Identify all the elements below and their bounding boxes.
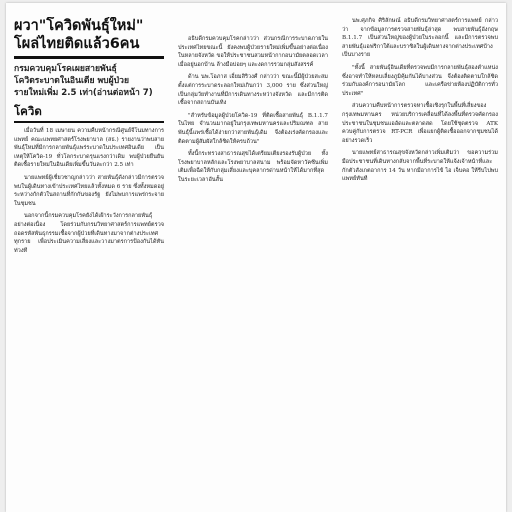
section-title: โควิด	[14, 103, 164, 123]
headline-rule	[14, 56, 164, 59]
headline-line-2: โผล่ไทยติดแล้ว6คน	[14, 36, 140, 52]
body-paragraph: "สำหรับข้อมูลผู้ป่วยโควิด-19 ที่ติดเชื้อสายพันธุ์ B.1.1.7 ในไทย จำนวนมากอยู่ในกรุงเทพมหานครและปริมณฑล สายพันธุ์นี้แพร่เชื้อได้ง่ายกว่าสายพันธุ์เดิม จึงต้องเร่งคัดกรองและติดตามผู้สัมผัสใกล้ชิดให้ครบถ้วน"	[178, 112, 328, 145]
column-3	[342, 17, 498, 510]
body-paragraph: ด้าน นพ.โอภาส เอี่ยมสิริวงศ์ กล่าวว่า ขณะนี้มีผู้ป่วยสะสมตั้งแต่การระบาดระลอกใหม่เกินกว่า 3,000 ราย ซึ่งส่วนใหญ่เป็นกลุ่มวัยทำงานที่มีการเดินทางระหว่างจังหวัด และมีการติดเชื้อจากสถานบันเทิง	[178, 74, 328, 107]
body-paragraph: นพ.ศุภกิจ ศิริลักษณ์ อธิบดีกรมวิทยาศาสตร์การแพทย์ กล่าวว่า จากข้อมูลการตรวจสายพันธุ์ล่าสุด พบสายพันธุ์อังกฤษ B.1.1.7 เป็นส่วนใหญ่ของผู้ป่วยในระลอกนี้ และมีการตรวจพบสายพันธุ์แอฟริกาใต้และบราซิลในผู้เดินทางจากต่างประเทศบ้างเป็นบางราย	[342, 18, 498, 59]
subhead-line-2: โควิดระบาดในอินเดีย พบผู้ป่วย	[14, 76, 129, 86]
body-paragraph: นอกจากนี้กรมควบคุมโรคยังได้เฝ้าระวังการกลายพันธุ์อย่างต่อเนื่อง โดยร่วมกับกรมวิทยาศาสตร์การแพทย์ตรวจถอดรหัสพันธุกรรมเชื้อจากผู้ป่วยที่เดินทางมาจากต่างประเทศทุกราย เพื่อประเมินความเสี่ยงและวางมาตรการป้องกันได้ทันท่วงที	[14, 213, 164, 254]
body-paragraph: เมื่อวันที่ 18 เมษายน ความคืบหน้ากรณีศูนย์จีโนมทางการแพทย์ คณะแพทยศาสตร์โรงพยาบาล (สธ.) รายงานว่าพบสายพันธุ์ใหม่ที่มีการกลายพันธุ์แพร่ระบาดในประเทศอินเดีย เป็นเหตุให้โควิด-19 ทั่วโลกระบาดรุนแรงกว่าเดิม พบผู้ป่วยยืนยันติดเชื้อรายใหม่ในอินเดียเพิ่มขึ้นวันละกว่า 2.5 เท่า	[14, 128, 164, 169]
column-1	[14, 17, 164, 510]
body-paragraph: อธิบดีกรมควบคุมโรคกล่าวว่า ส่วนกรณีการระบาดภายในประเทศไทยขณะนี้ ยังคงพบผู้ป่วยรายใหม่เพิ่มขึ้นอย่างต่อเนื่องในหลายจังหวัด ขอให้ประชาชนสวมหน้ากากอนามัยตลอดเวลาเมื่ออยู่นอกบ้าน ล้างมือบ่อยๆ และงดการรวมกลุ่มสังสรรค์	[178, 36, 328, 68]
body-paragraph: ส่วนความคืบหน้าการตรวจหาเชื้อเชิงรุกในพื้นที่เสี่ยงของกรุงเทพมหานคร หน่วยบริการเคลื่อนที่ได้ลงพื้นที่ตรวจคัดกรองประชาชนในชุมชนแออัดและตลาดสด โดยใช้ชุดตรวจ ATK ควบคู่กับการตรวจ RT-PCR เพื่อแยกผู้ติดเชื้อออกจากชุมชนได้อย่างรวดเร็ว	[342, 103, 498, 144]
headline-line-1: ผวา"โควิดพันธุ์ใหม่"	[14, 18, 144, 34]
subhead-line-3: รายใหม่เพิ่ม 2.5 เท่า(อ่านต่อหน้า 7)	[14, 88, 153, 98]
body-paragraph: นายแพทย์ผู้เชี่ยวชาญกล่าวว่า สายพันธุ์ดังกล่าวมีการตรวจพบในผู้เดินทางเข้าประเทศไทยแล้วทั้งหมด 6 ราย ซึ่งทั้งหมดอยู่ระหว่างกักตัวในสถานที่กักกันของรัฐ ยังไม่พบการแพร่กระจายในชุมชน	[14, 174, 164, 207]
body-paragraph: "ทั้งนี้ สายพันธุ์อินเดียที่ตรวจพบมีการกลายพันธุ์สองตำแหน่ง ซึ่งอาจทำให้หลบเลี่ยงภูมิคุ้มกันได้บางส่วน จึงต้องติดตามใกล้ชิดร่วมกับองค์การอนามัยโลก และเครือข่ายห้องปฏิบัติการทั่วประเทศ"	[342, 64, 498, 97]
body-paragraph: ทั้งนี้กระทรวงสาธารณสุขได้เตรียมเตียงรองรับผู้ป่วย ทั้งโรงพยาบาลหลักและโรงพยาบาลสนาม พร้อมจัดหาวัคซีนเพิ่มเติมเพื่อฉีดให้กับกลุ่มเสี่ยงและบุคลากรด่านหน้าให้ได้มากที่สุดในระยะเวลาอันสั้น	[178, 151, 328, 183]
column-2	[178, 35, 328, 510]
subhead-line-1: กรมควบคุมโรคเผยสายพันธุ์	[14, 64, 117, 74]
newspaper-page	[6, 3, 506, 512]
body-paragraph: นายแพทย์สาธารณสุขจังหวัดกล่าวเพิ่มเติมว่า ขอความร่วมมือประชาชนที่เดินทางกลับจากพื้นที่ระบาดให้แจ้งเจ้าหน้าที่และกักตัวสังเกตอาการ 14 วัน หากมีอาการไข้ ไอ เจ็บคอ ให้รีบไปพบแพทย์ทันที	[342, 150, 498, 183]
